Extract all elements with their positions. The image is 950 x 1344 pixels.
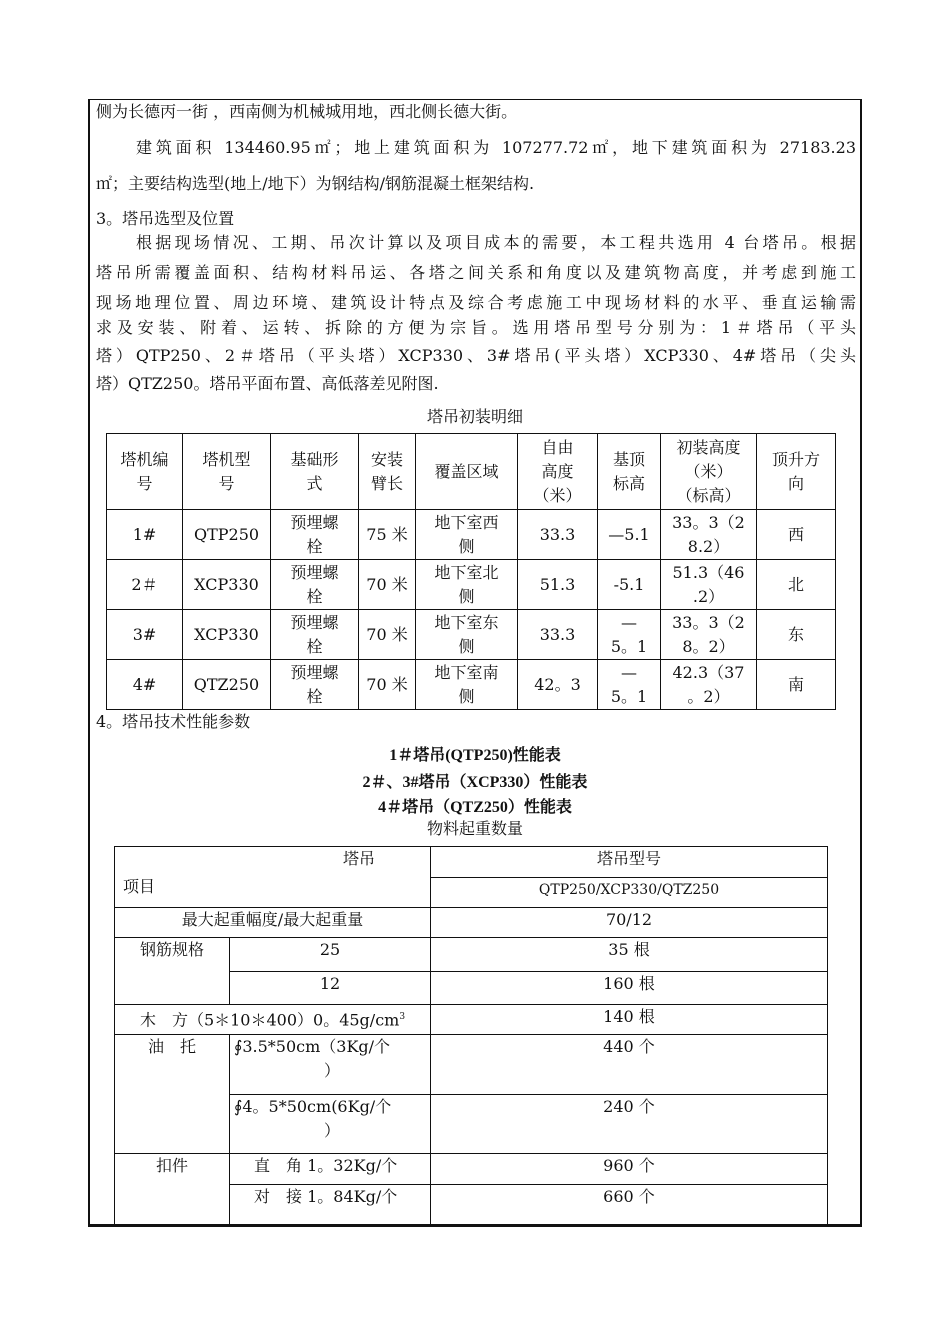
crane-cell-line: QTZ250 (193, 674, 260, 694)
crane-header-cell-line: （米） (684, 461, 733, 481)
rebar-spec: 25 (230, 938, 431, 972)
crane-cell-line: 栓 (306, 586, 323, 606)
crane-cell (518, 660, 598, 710)
crane-table-title: 塔吊初装明细 (426, 407, 523, 426)
crane-cell (183, 510, 271, 560)
crane-cell-line: 33.3 (539, 624, 576, 644)
crane-cell-line: — (621, 662, 637, 682)
crane-header-cell (598, 434, 661, 510)
crane-cell (107, 660, 183, 710)
section3-p5: 塔）QTP250、2＃塔吊（平头塔）XCP330、3#塔吊(平头塔）XCP330、4#塔吊（尖头 (96, 346, 856, 365)
crane-cell-line: 70 米 (366, 624, 408, 644)
crane-cell-line: 8。2） (682, 636, 735, 656)
crane-cell (757, 660, 836, 710)
section3-p4: 求及安装、附着、运转、拆除的方便为宗旨。选用塔吊型号分别为：1＃塔吊（平头 (96, 318, 856, 337)
crane-cell (757, 510, 836, 560)
crane-cell (661, 610, 757, 660)
crane-header-cell-line: 臂长 (370, 473, 403, 493)
crane-table (106, 433, 836, 710)
crane-cell-line: 预埋螺 (290, 512, 339, 532)
crane-cell-line: 预埋螺 (290, 562, 339, 582)
crane-cell-line: 1# (132, 524, 157, 544)
crane-header-cell (183, 434, 271, 510)
crane-header-cell (661, 434, 757, 510)
crane-cell-line: QTP250 (193, 524, 260, 544)
crane-cell (598, 560, 661, 610)
section3-p6: 塔）QTZ250。塔吊平面布置、高低落差见附图. (96, 374, 439, 393)
crane-cell-line: — (621, 612, 637, 632)
wood-qty: 140 根 (431, 1005, 828, 1035)
model-header: 塔吊型号 (431, 847, 828, 878)
wood-label-sup: 3 (399, 1012, 406, 1022)
material-table-title: 物料起重数量 (426, 819, 523, 838)
pipe-spec-line-1: ∮4。5*50cm(6Kg/个 (234, 1097, 392, 1116)
table-row (107, 610, 836, 660)
pipe-qty: 240 个 (431, 1095, 828, 1154)
clamp-qty: 960 个 (431, 1154, 828, 1185)
crane-cell (661, 560, 757, 610)
crane-header-cell-line: 高度 (541, 461, 574, 481)
crane-cell-line: 栓 (306, 636, 323, 656)
pipe-spec-line-2: ） (324, 1121, 341, 1140)
pipe-spec-line-2: ） (324, 1061, 341, 1080)
crane-cell (271, 560, 359, 610)
crane-cell-line: 33.3 (539, 524, 576, 544)
section3-heading: 3。塔吊选型及位置 (96, 209, 235, 228)
crane-cell-line: 地下室南 (434, 662, 499, 682)
crane-cell (518, 510, 598, 560)
section3-p2: 塔吊所需覆盖面积、结构材料吊运、各塔之间关系和角度以及建筑物高度，并考虑到施工 (96, 263, 856, 282)
crane-cell-line: 75 米 (366, 524, 408, 544)
rebar-spec: 12 (230, 972, 431, 1005)
crane-cell (183, 560, 271, 610)
crane-header-cell-line: 顶升方 (771, 449, 820, 469)
crane-cell (416, 510, 518, 560)
rebar-label: 钢筋规格 (115, 938, 230, 1005)
section3-p3: 现场地理位置、周边环境、建筑设计特点及综合考虑施工中现场材料的水平、垂直运输需 (96, 293, 856, 312)
crane-header-cell (107, 434, 183, 510)
crane-cell-line: 51.3（46 (672, 562, 745, 582)
pipe-label: 油 托 (115, 1035, 230, 1154)
crane-header-cell-line: 初装高度 (676, 437, 741, 457)
crane-cell (598, 660, 661, 710)
pipe-spec (230, 1035, 431, 1095)
crane-cell-line: 侧 (458, 636, 475, 656)
crane-cell-line: 东 (787, 624, 804, 644)
crane-header-cell-line: 基顶 (612, 449, 645, 469)
crane-table-header-row (107, 434, 836, 510)
crane-cell (757, 610, 836, 660)
crane-cell-line: 3# (132, 624, 157, 644)
crane-cell (416, 660, 518, 710)
crane-cell-line: -5.1 (613, 574, 645, 594)
crane-cell (416, 610, 518, 660)
clamp-label: 扣件 (115, 1154, 230, 1226)
max-label: 最大起重幅度/最大起重量 (115, 908, 431, 938)
crane-header-cell-line: 塔机编 (120, 449, 169, 469)
crane-cell (359, 610, 416, 660)
crane-cell-line: 70 米 (366, 574, 408, 594)
rebar-qty: 160 根 (431, 972, 828, 1005)
crane-cell (107, 560, 183, 610)
crane-cell (416, 560, 518, 610)
crane-cell (518, 610, 598, 660)
clamp-spec: 对 接 1。84Kg/个 (230, 1185, 431, 1226)
crane-header-cell-line: （标高） (676, 485, 741, 505)
crane-cell-line: 。2） (687, 686, 730, 706)
model-value: QTP250/XCP330/QTZ250 (431, 878, 828, 908)
crane-cell-line: .2） (692, 586, 725, 606)
crane-header-cell-line: 标高 (612, 473, 645, 493)
crane-cell-line: 预埋螺 (290, 612, 339, 632)
crane-cell-line: 侧 (458, 586, 475, 606)
intro-line-3: ㎡；主要结构选型(地上/地下）为钢结构/钢筋混凝土框架结构. (96, 174, 535, 193)
crane-cell (107, 610, 183, 660)
section3-p1: 根据现场情况、工期、吊次计算以及项目成本的需要，本工程共选用 4 台塔吊。根据 (136, 233, 856, 252)
crane-cell (107, 510, 183, 560)
crane-cell (661, 510, 757, 560)
crane-cell-line: 5。1 (610, 636, 648, 656)
crane-cell-line: 33。3（2 (672, 512, 745, 532)
corner-bottom-label: 项目 (123, 877, 156, 896)
section4-heading: 4。塔吊技术性能参数 (96, 712, 251, 731)
crane-cell (757, 560, 836, 610)
crane-header-cell (359, 434, 416, 510)
material-table (114, 846, 828, 1226)
pipe-spec-line-1: ∮3.5*50cm（3Kg/个 (234, 1037, 391, 1056)
crane-cell-line: 8.2） (687, 536, 730, 556)
crane-cell (359, 660, 416, 710)
crane-cell (598, 510, 661, 560)
max-value: 70/12 (431, 908, 828, 938)
crane-cell (271, 510, 359, 560)
crane-cell-line: —5.1 (608, 524, 650, 544)
crane-cell-line: 70 米 (366, 674, 408, 694)
crane-cell (183, 660, 271, 710)
crane-cell (359, 560, 416, 610)
wood-label (115, 1005, 431, 1035)
crane-cell-line: 侧 (458, 536, 475, 556)
clamp-spec: 直 角 1。32Kg/个 (230, 1154, 431, 1185)
intro-line-2: 建筑面积 134460.95㎡；地上建筑面积为 107277.72㎡，地下建筑面积为 27183.23 (136, 138, 856, 157)
crane-cell (271, 610, 359, 660)
crane-header-cell-line: 安装 (370, 449, 403, 469)
intro-line-1: 侧为长德丙一街 ，西南侧为机械城用地，西北侧长德大街。 (96, 102, 518, 121)
crane-cell-line: XCP330 (194, 574, 259, 594)
crane-cell-line: 4# (132, 674, 157, 694)
wood-label-text: 木 方（5＊10＊400）0。45g/cm (139, 1010, 400, 1030)
crane-cell-line: 南 (787, 674, 804, 694)
crane-cell-line: 2＃ (131, 574, 158, 594)
perf-table-3-title: 4＃塔吊（QTZ250）性能表 (378, 799, 572, 816)
crane-header-cell (518, 434, 598, 510)
table-row (107, 660, 836, 710)
crane-cell-line: 预埋螺 (290, 662, 339, 682)
crane-cell (359, 510, 416, 560)
crane-cell-line: 51.3 (539, 574, 576, 594)
crane-header-cell (757, 434, 836, 510)
crane-header-cell-line: 号 (218, 473, 235, 493)
crane-cell-line: 5。1 (610, 686, 648, 706)
crane-header-cell-line: 式 (306, 473, 323, 493)
crane-cell-line: 侧 (458, 686, 475, 706)
clamp-qty: 660 个 (431, 1185, 828, 1226)
crane-cell-line: 栓 (306, 686, 323, 706)
rebar-qty: 35 根 (431, 938, 828, 972)
crane-header-cell-line: 基础形 (290, 449, 339, 469)
corner-top-label: 塔吊 (343, 849, 376, 868)
perf-table-1-title: 1＃塔吊(QTP250)性能表 (389, 747, 561, 764)
crane-header-cell-line: 号 (136, 473, 153, 493)
perf-table-2-title: 2＃、3#塔吊（XCP330）性能表 (362, 774, 588, 791)
crane-cell (183, 610, 271, 660)
crane-cell (518, 560, 598, 610)
crane-cell-line: 地下室北 (434, 562, 499, 582)
crane-cell-line: 栓 (306, 536, 323, 556)
table-row (107, 560, 836, 610)
pipe-spec (230, 1095, 431, 1154)
crane-cell-line: 地下室东 (434, 612, 499, 632)
corner-cell (115, 847, 431, 908)
table-row (107, 510, 836, 560)
crane-cell-line: XCP330 (194, 624, 259, 644)
crane-cell-line: 42.3（37 (672, 662, 745, 682)
crane-cell-line: 42。3 (534, 674, 581, 694)
crane-header-cell-line: 自由 (541, 437, 574, 457)
crane-header-cell-line: 向 (787, 473, 804, 493)
crane-header-cell-line: 覆盖区域 (434, 461, 499, 481)
crane-cell-line: 33。3（2 (672, 612, 745, 632)
crane-header-cell (416, 434, 518, 510)
crane-header-cell-line: （米） (533, 485, 582, 505)
crane-cell-line: 北 (787, 574, 804, 594)
pipe-qty: 440 个 (431, 1035, 828, 1095)
crane-header-cell-line: 塔机型 (202, 449, 251, 469)
crane-cell (271, 660, 359, 710)
crane-cell (598, 610, 661, 660)
crane-cell-line: 西 (787, 524, 804, 544)
crane-cell (661, 660, 757, 710)
crane-header-cell (271, 434, 359, 510)
crane-cell-line: 地下室西 (434, 512, 499, 532)
